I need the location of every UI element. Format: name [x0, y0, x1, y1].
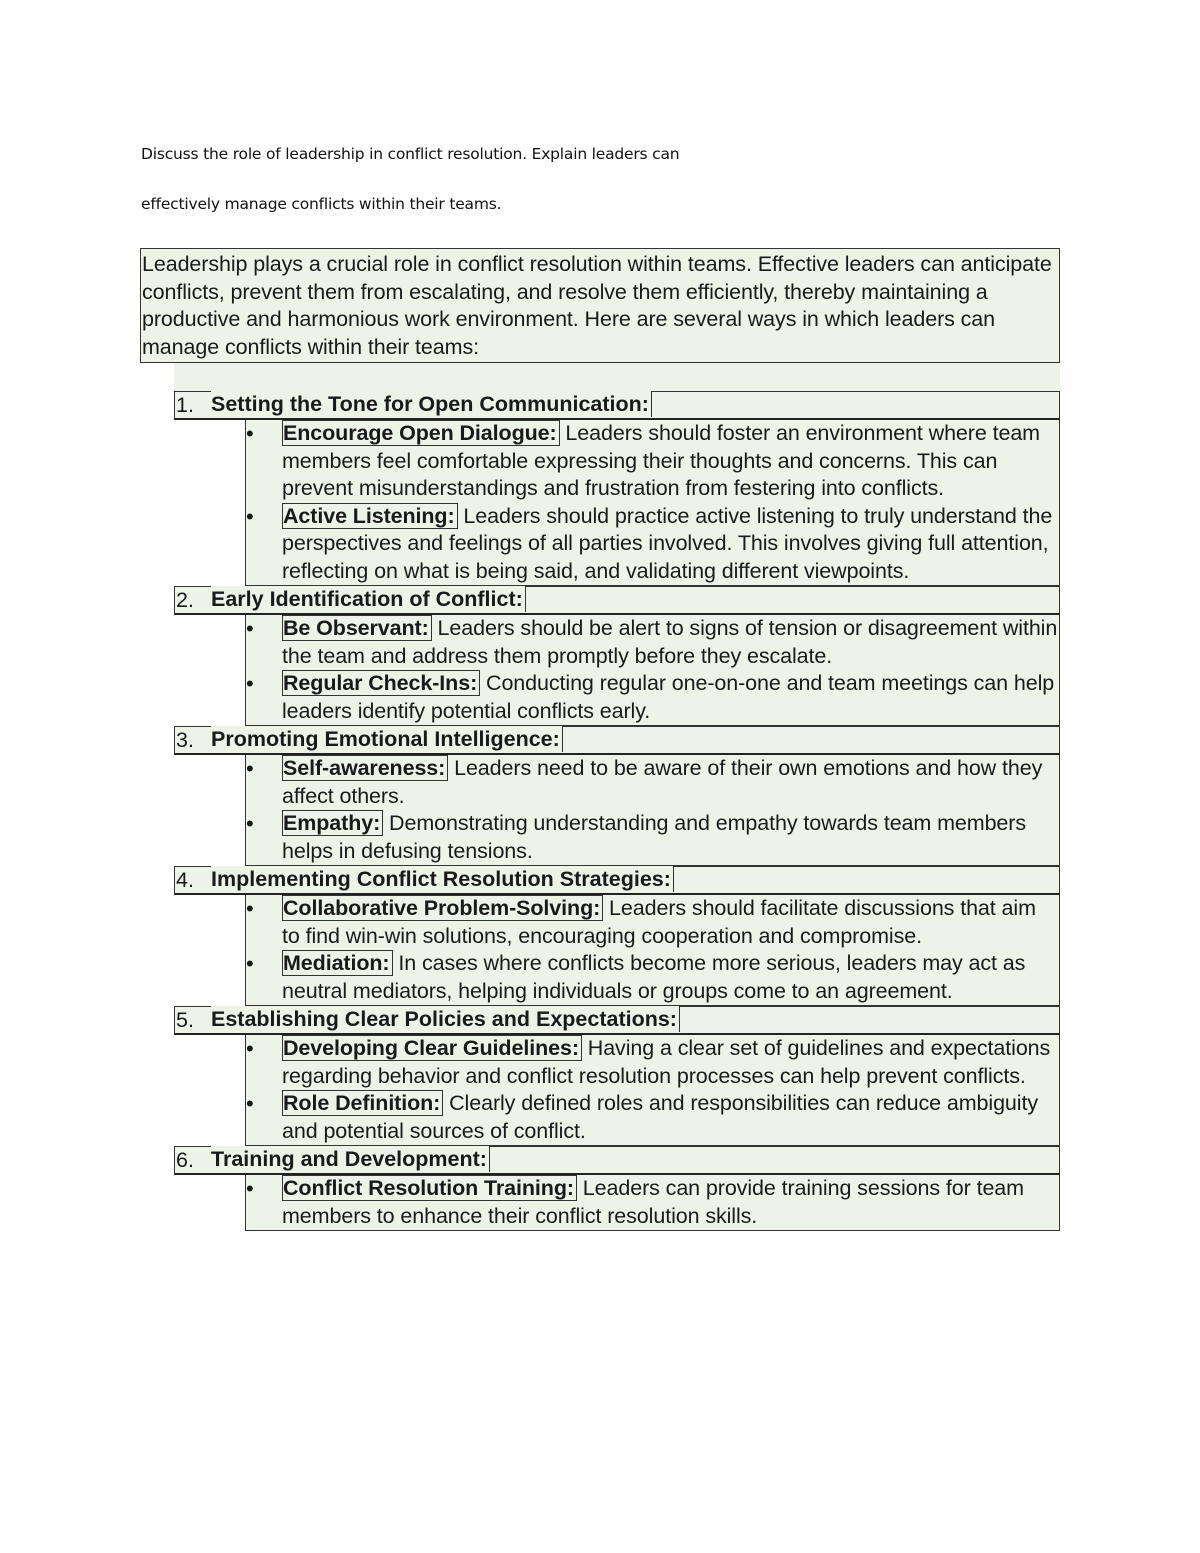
item-term: Mediation: — [282, 950, 393, 976]
bullet-icon: • — [246, 671, 254, 696]
section-heading — [174, 586, 1060, 615]
section-title: Implementing Conflict Resolution Strategies: — [211, 866, 674, 892]
section-heading — [174, 391, 1060, 420]
section-title: Training and Development: — [211, 1146, 490, 1172]
numbered-section — [174, 391, 1060, 586]
item-text: Leaders should facilitate discussions that aim to find win-win solutions, encouraging cooperation and compromise. — [282, 896, 1036, 948]
bullet-icon: • — [246, 811, 254, 836]
bullet-icon: • — [246, 1176, 254, 1201]
bullet-icon: • — [246, 756, 254, 781]
list-item — [246, 895, 1059, 950]
section-title: Early Identification of Conflict: — [211, 586, 526, 612]
item-text: Leaders should practice active listening to truly understand the perspectives and feelings of all parties involved. This involves giving full attention, reflecting on what is being said, and validating different viewpoints. — [282, 503, 1053, 583]
item-text: Leaders can provide training sessions for team members to enhance their conflict resolution skills. — [282, 1176, 1024, 1228]
item-term: Conflict Resolution Training: — [282, 1175, 577, 1201]
bullet-list — [245, 1035, 1060, 1146]
item-text: Clearly defined roles and responsibilities can reduce ambiguity and potential sources of conflict. — [282, 1091, 1038, 1143]
item-term: Developing Clear Guidelines: — [282, 1035, 582, 1061]
item-text: Conducting regular one-on-one and team meetings can help leaders identify potential conflicts early. — [282, 671, 1055, 723]
answer-intro: Leadership plays a crucial role in conflict resolution within teams. Effective leaders can anticipate conflicts, prevent them from escalating, and resolve them efficiently, thereby maintaining a productive and harmonious work environment. Here are several ways in which leaders can manage conflicts within their teams: — [140, 248, 1060, 363]
section-title: Setting the Tone for Open Communication: — [211, 391, 652, 417]
bullet-icon: • — [246, 951, 254, 976]
item-term: Empathy: — [282, 810, 383, 836]
numbered-section — [174, 1146, 1060, 1231]
bullet-list — [245, 420, 1060, 586]
section-number: 1. — [176, 393, 194, 417]
item-text: Leaders should be alert to signs of tension or disagreement within the team and address them promptly before they escalate. — [282, 616, 1058, 668]
list-item — [246, 615, 1059, 670]
bullet-icon: • — [246, 616, 254, 641]
question-line-1: Discuss the role of leadership in conflict resolution. Explain leaders can — [141, 145, 680, 163]
numbered-section — [174, 866, 1060, 1006]
numbered-section — [174, 586, 1060, 726]
list-item — [246, 503, 1059, 586]
list-item — [246, 1175, 1059, 1230]
answer-block — [140, 248, 1060, 1231]
item-term: Encourage Open Dialogue: — [282, 420, 560, 446]
section-number: 3. — [176, 728, 194, 752]
item-text: In cases where conflicts become more serious, leaders may act as neutral mediators, helping individuals or groups come to an agreement. — [282, 951, 1026, 1003]
numbered-section — [174, 1006, 1060, 1146]
section-number: 4. — [176, 868, 194, 892]
list-item — [246, 755, 1059, 810]
section-heading — [174, 726, 1060, 755]
list-item — [246, 670, 1059, 725]
item-term: Self-awareness: — [282, 755, 448, 781]
bullet-icon: • — [246, 1091, 254, 1116]
item-text: Leaders need to be aware of their own emotions and how they affect others. — [282, 756, 1043, 808]
bullet-list — [245, 755, 1060, 866]
section-list — [140, 391, 1060, 1231]
item-term: Regular Check-Ins: — [282, 670, 480, 696]
item-term: Role Definition: — [282, 1090, 443, 1116]
spacer — [174, 363, 1060, 391]
question-line-2: effectively manage conflicts within their teams. — [141, 195, 502, 213]
section-number: 5. — [176, 1008, 194, 1032]
bullet-list — [245, 1175, 1060, 1231]
bullet-list — [245, 615, 1060, 726]
bullet-icon: • — [246, 896, 254, 921]
section-number: 2. — [176, 588, 194, 612]
section-heading — [174, 1146, 1060, 1175]
list-item — [246, 420, 1059, 503]
bullet-icon: • — [246, 1036, 254, 1061]
item-term: Collaborative Problem-Solving: — [282, 895, 603, 921]
list-item — [246, 810, 1059, 865]
bullet-icon: • — [246, 421, 254, 446]
section-title: Establishing Clear Policies and Expectations: — [211, 1006, 680, 1032]
section-number: 6. — [176, 1148, 194, 1172]
item-text: Leaders should foster an environment where team members feel comfortable expressing their thoughts and concerns. This can prevent misunderstandings and frustration from festering into conflicts. — [282, 421, 1040, 500]
section-heading — [174, 866, 1060, 895]
section-title: Promoting Emotional Intelligence: — [211, 726, 563, 752]
item-text: Demonstrating understanding and empathy towards team members helps in defusing tensions. — [282, 811, 1026, 863]
bullet-icon: • — [246, 503, 254, 529]
item-term: Active Listening: — [282, 503, 458, 529]
list-item — [246, 1035, 1059, 1090]
numbered-section — [174, 726, 1060, 866]
section-heading — [174, 1006, 1060, 1035]
bullet-list — [245, 895, 1060, 1006]
item-text: Having a clear set of guidelines and expectations regarding behavior and conflict resolution processes can help prevent conflicts. — [282, 1036, 1051, 1088]
item-term: Be Observant: — [282, 615, 432, 641]
list-item — [246, 950, 1059, 1005]
list-item — [246, 1090, 1059, 1145]
